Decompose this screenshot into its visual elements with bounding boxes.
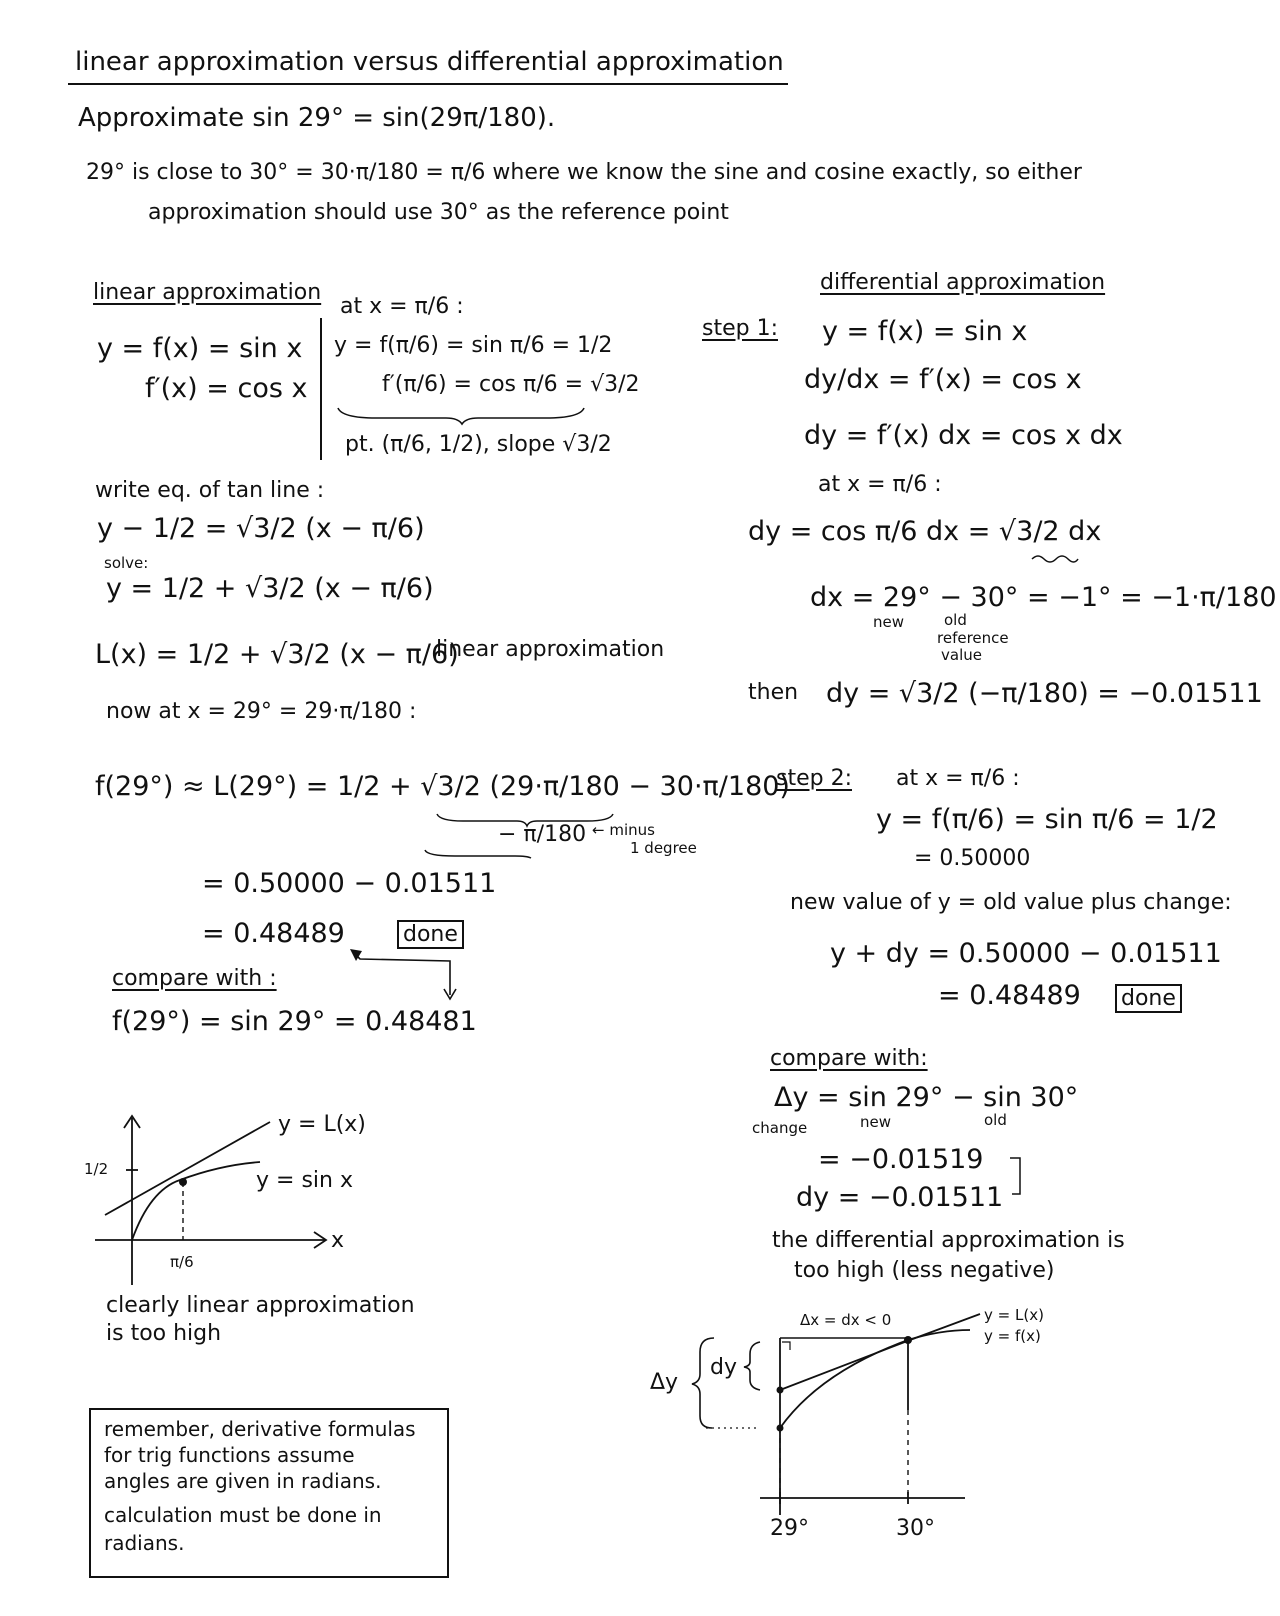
- f29-approx: f(29°) ≈ L(29°) = 1/2 + √3/2 (29·π/180 − 30·π/180): [95, 771, 790, 802]
- dydx: dy/dx = f′(x) = cos x: [804, 364, 1082, 395]
- one-degree-label: 1 degree: [630, 839, 697, 857]
- solved-eq: y = 1/2 + √3/2 (x − π/6): [106, 573, 434, 604]
- differential-done-box: done: [1115, 984, 1182, 1013]
- note-line-2: for trig functions assume: [104, 1443, 355, 1467]
- y-plus-dy-result: = 0.48489: [938, 980, 1081, 1011]
- note-line-4: calculation must be done in: [104, 1503, 382, 1527]
- delta-y-def: Δy = sin 29° − sin 30°: [774, 1082, 1079, 1113]
- dx-squiggle: [1030, 552, 1080, 566]
- diff-at-x: at x = π/6 :: [818, 472, 942, 497]
- differential-compare: compare with:: [770, 1046, 928, 1071]
- differential-heading: differential approximation: [820, 270, 1106, 295]
- compare-arrow: [340, 945, 470, 1005]
- step-result: = 0.48489: [202, 918, 345, 949]
- solve-label: solve:: [104, 554, 149, 572]
- intro-line-1: 29° is close to 30° = 30·π/180 = π/6 where we know the sine and cosine exactly, so either: [86, 160, 1082, 185]
- tan-line-eq: y − 1/2 = √3/2 (x − π/6): [97, 513, 425, 544]
- sine-curve: [132, 1162, 260, 1240]
- lx-formula: L(x) = 1/2 + √3/2 (x − π/6): [95, 639, 459, 670]
- graph-lx-label: y = L(x): [278, 1112, 366, 1137]
- dx-def: dx = 29° − 30° = −1° = −1·π/180: [810, 582, 1277, 613]
- linear-conclusion-2: is too high: [106, 1321, 222, 1346]
- delta-new-label: new: [860, 1113, 892, 1131]
- graph-diff-fx-label: y = f(x): [984, 1327, 1041, 1345]
- diff-f-def: y = f(x) = sin x: [822, 316, 1028, 347]
- dy-at: dy = cos π/6 dx = √3/2 dx: [748, 516, 1102, 547]
- note-line-1: remember, derivative formulas: [104, 1417, 416, 1441]
- delta-change-label: change: [752, 1119, 808, 1137]
- linear-heading: linear approximation: [93, 280, 322, 305]
- intro-line-2: approximation should use 30° as the reference point: [148, 200, 729, 225]
- new-value-statement: new value of y = old value plus change:: [790, 890, 1232, 915]
- minus-pi-180: − π/180: [498, 822, 587, 847]
- diff-conclusion-1: the differential approximation is: [772, 1228, 1125, 1253]
- page-title: linear approximation versus differential approximation: [75, 47, 784, 77]
- dy-def: dy = f′(x) dx = cos x dx: [804, 420, 1123, 451]
- lx-label: linear approximation: [436, 637, 665, 662]
- linear-divider: [320, 318, 322, 460]
- linear-conclusion-1: clearly linear approximation: [106, 1293, 415, 1318]
- diff-at-x2: at x = π/6 :: [896, 766, 1020, 791]
- note-line-5: radians.: [104, 1531, 185, 1555]
- linear-f-def: y = f(x) = sin x: [97, 333, 303, 364]
- dx-old-label: old: [944, 611, 967, 629]
- y-plus-dy: y + dy = 0.50000 − 0.01511: [830, 938, 1222, 969]
- dy-compare: dy = −0.01511: [796, 1182, 1004, 1213]
- linear-brace: [336, 406, 586, 426]
- problem-statement: Approximate sin 29° = sin(29π/180).: [78, 103, 556, 133]
- graph-dy-label: dy: [710, 1355, 737, 1380]
- dx-reference-label: reference: [937, 629, 1009, 647]
- note-line-3: angles are given in radians.: [104, 1469, 382, 1493]
- dy-value: dy = √3/2 (−π/180) = −0.01511: [826, 678, 1263, 709]
- graph-30-label: 30°: [896, 1516, 935, 1541]
- graph-sin-label: y = sin x: [256, 1168, 353, 1193]
- graph-x-label: x: [331, 1228, 345, 1253]
- y-numeric: = 0.50000: [914, 846, 1031, 871]
- linear-f-at: y = f(π/6) = sin π/6 = 1/2: [334, 333, 613, 358]
- dx-new-label: new: [873, 613, 905, 631]
- diff-point-lx: [777, 1387, 784, 1394]
- y-at: y = f(π/6) = sin π/6 = 1/2: [876, 804, 1218, 835]
- graph-delta-y-label: Δy: [650, 1370, 679, 1395]
- then-label: then: [748, 680, 799, 705]
- linear-point-slope: pt. (π/6, 1/2), slope √3/2: [345, 432, 612, 457]
- linear-compare: compare with :: [112, 966, 277, 991]
- write-tan-line: write eq. of tan line :: [95, 478, 325, 503]
- compare-bracket: [1008, 1154, 1030, 1200]
- graph-29-label: 29°: [770, 1516, 809, 1541]
- step-subtract: = 0.50000 − 0.01511: [202, 868, 497, 899]
- linear-fprime-at: f′(π/6) = cos π/6 = √3/2: [382, 372, 640, 397]
- linear-at-x: at x = π/6 :: [340, 294, 464, 319]
- graph-half-label: 1/2: [84, 1160, 109, 1178]
- tangent-line: [105, 1122, 270, 1215]
- delta-old-label: old: [984, 1111, 1007, 1129]
- linear-fprime-def: f′(x) = cos x: [145, 373, 308, 404]
- title-underline: [68, 83, 788, 85]
- now-at-29: now at x = 29° = 29·π/180 :: [106, 699, 417, 724]
- graph-pi6-label: π/6: [170, 1253, 194, 1271]
- dx-value-label: value: [941, 646, 982, 664]
- delta-y-value: = −0.01519: [818, 1144, 984, 1175]
- step1-label: step 1:: [702, 316, 778, 341]
- linear-done-box: done: [397, 920, 464, 949]
- minus-label: ← minus: [592, 821, 655, 839]
- diff-conclusion-2: too high (less negative): [794, 1258, 1055, 1283]
- exact-value: f(29°) = sin 29° = 0.48481: [112, 1006, 477, 1037]
- graph-diff-lx-label: y = L(x): [984, 1306, 1044, 1324]
- step2-label: step 2:: [776, 766, 852, 791]
- graph-dx-label: Δx = dx < 0: [800, 1311, 892, 1329]
